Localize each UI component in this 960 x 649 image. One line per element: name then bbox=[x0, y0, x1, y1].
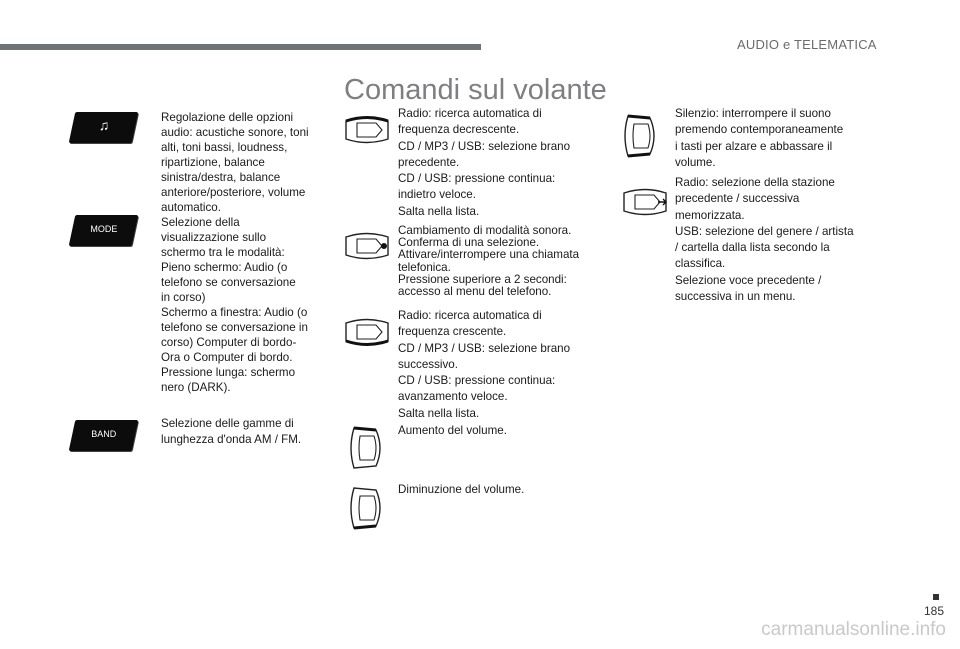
audio-settings-description: Regolazione delle opzioni audio: acustiche sonore, toni alti, toni bassi, loudness, ripartizione, balance sinistra/destra, balance anteriore/posteriore, volume automatico. bbox=[161, 111, 309, 214]
mode-description: Selezione della visualizzazione sullo schermo tra le modalità: Pieno schermo: Audio (o telefono se conversazione in corso) Schermo a finestra: Audio (o telefono se conversazione in corso) Computer di bordo- Ora o Computer di bordo. Pressione lunga: schermo nero (DARK). bbox=[161, 216, 308, 394]
volume-up-icon bbox=[346, 424, 388, 472]
section-title: AUDIO e TELEMATICA bbox=[737, 37, 877, 52]
volume-down-icon bbox=[346, 484, 388, 532]
volume-down-description: Diminuzione del volume. bbox=[398, 483, 525, 496]
mode-change-description: Cambiamento di modalità sonora. Conferma di una selezione. Attivare/interrompere una chiamata telefonica. Pressione superiore a 2 secondi: accesso al menu del telefono. bbox=[398, 224, 580, 299]
steering-control-down-icon bbox=[342, 317, 392, 347]
page-number: 185 bbox=[924, 604, 945, 618]
music-note-icon: ♫ bbox=[98, 117, 110, 133]
watermark: carmanualsonline.info bbox=[761, 619, 946, 640]
mute-description: Silenzio: interrompere il suono premendo contemporaneamente i tasti per alzare e abbassare il volume. bbox=[675, 107, 844, 169]
page-marker bbox=[933, 594, 939, 600]
band-description: Selezione delle gamme di lunghezza d'onda AM / FM. bbox=[161, 417, 302, 447]
volume-up-description: Aumento del volume. bbox=[398, 424, 507, 437]
mode-key bbox=[69, 215, 139, 246]
seek-down-description: Radio: ricerca automatica di frequenza decrescente. CD / MP3 / USB: selezione brano precedente. CD / USB: pressione continua: indietro veloce. Salta nella lista. bbox=[398, 107, 571, 218]
mode-key-label: MODE bbox=[90, 224, 118, 234]
steering-control-press-icon bbox=[342, 231, 392, 261]
mute-icon bbox=[620, 112, 662, 160]
header-bar bbox=[0, 44, 481, 50]
band-key-label: BAND bbox=[91, 429, 117, 439]
preset-description: Radio: selezione della stazione precedente / successiva memorizzata. USB: selezione del genere / artista / cartella dalla lista secondo la classifica. Selezione voce precedente / successiva in un menu. bbox=[675, 176, 854, 304]
preset-scroll-icon bbox=[620, 187, 670, 217]
band-key bbox=[69, 420, 139, 451]
page-title: Comandi sul volante bbox=[344, 74, 607, 106]
seek-up-description: Radio: ricerca automatica di frequenza crescente. CD / MP3 / USB: selezione brano successivo. CD / USB: pressione continua: avanzamento veloce. Salta nella lista. bbox=[398, 309, 571, 420]
steering-control-up-icon bbox=[342, 115, 392, 145]
audio-key bbox=[69, 112, 139, 143]
